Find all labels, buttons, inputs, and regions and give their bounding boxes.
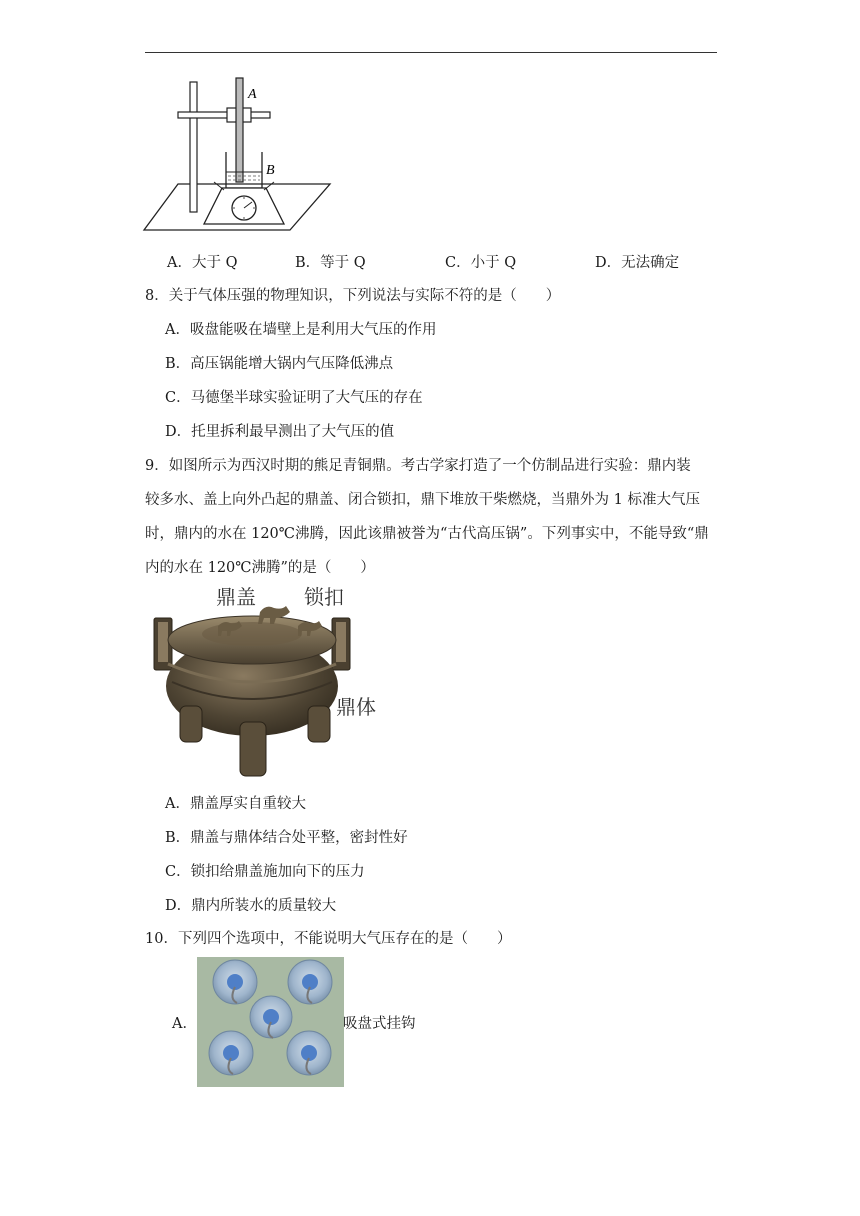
q8-stem: 8．关于气体压强的物理知识，下列说法与实际不符的是（ ） [145,288,561,304]
q9-option-a[interactable]: A．鼎盖厚实自重较大 [165,796,306,812]
q8-option-d[interactable]: D．托里拆利最早测出了大气压的值 [165,424,395,440]
label-lid: 鼎盖 [216,585,256,609]
header-rule [145,52,717,53]
q7-option-a[interactable]: A．大于 Q [167,255,238,271]
q7-option-b[interactable]: B．等于 Q [295,255,366,271]
q7-option-c[interactable]: C．小于 Q [445,255,517,271]
q7-apparatus-figure [140,72,340,234]
q7-option-d[interactable]: D．无法确定 [595,255,680,271]
q9-option-d[interactable]: D．鼎内所装水的质量较大 [165,898,337,914]
q9-stem-line-4: 内的水在 120℃沸腾”的是（ ） [145,560,375,576]
q8-option-b[interactable]: B．高压锅能增大锅内气压降低沸点 [165,356,394,372]
suction-hooks-photo [197,957,344,1087]
label-body: 鼎体 [336,695,376,719]
q8-option-a[interactable]: A．吸盘能吸在墙壁上是利用大气压的作用 [165,322,437,338]
q8-option-c[interactable]: C．马德堡半球实验证明了大气压的存在 [165,390,423,406]
q9-stem-line-1: 9．如图所示为西汉时期的熊足青铜鼎。考古学家打造了一个仿制品进行实验：鼎内装 [145,458,691,474]
q9-stem-line-3: 时，鼎内的水在 120℃沸腾，因此该鼎被誉为“古代高压锅”。下列事实中，不能导致“鼎 [145,526,709,542]
q9-option-b[interactable]: B．鼎盖与鼎体结合处平整，密封性好 [165,830,408,846]
label-lock: 锁扣 [304,585,344,609]
q10-option-a-caption[interactable]: 吸盘式挂钩 [343,1016,416,1032]
q10-option-a-letter[interactable]: A． [172,1016,197,1032]
q9-option-c[interactable]: C．锁扣给鼎盖施加向下的压力 [165,864,365,880]
q10-stem: 10．下列四个选项中，不能说明大气压存在的是（ ） [145,931,512,947]
q9-stem-line-2: 较多水、盖上向外凸起的鼎盖、闭合锁扣，鼎下堆放干柴燃烧，当鼎外为 1 标准大气压 [145,492,700,508]
label-b: B [266,163,275,178]
q9-bronze-ding-figure [148,582,388,782]
label-a: A [248,87,257,102]
